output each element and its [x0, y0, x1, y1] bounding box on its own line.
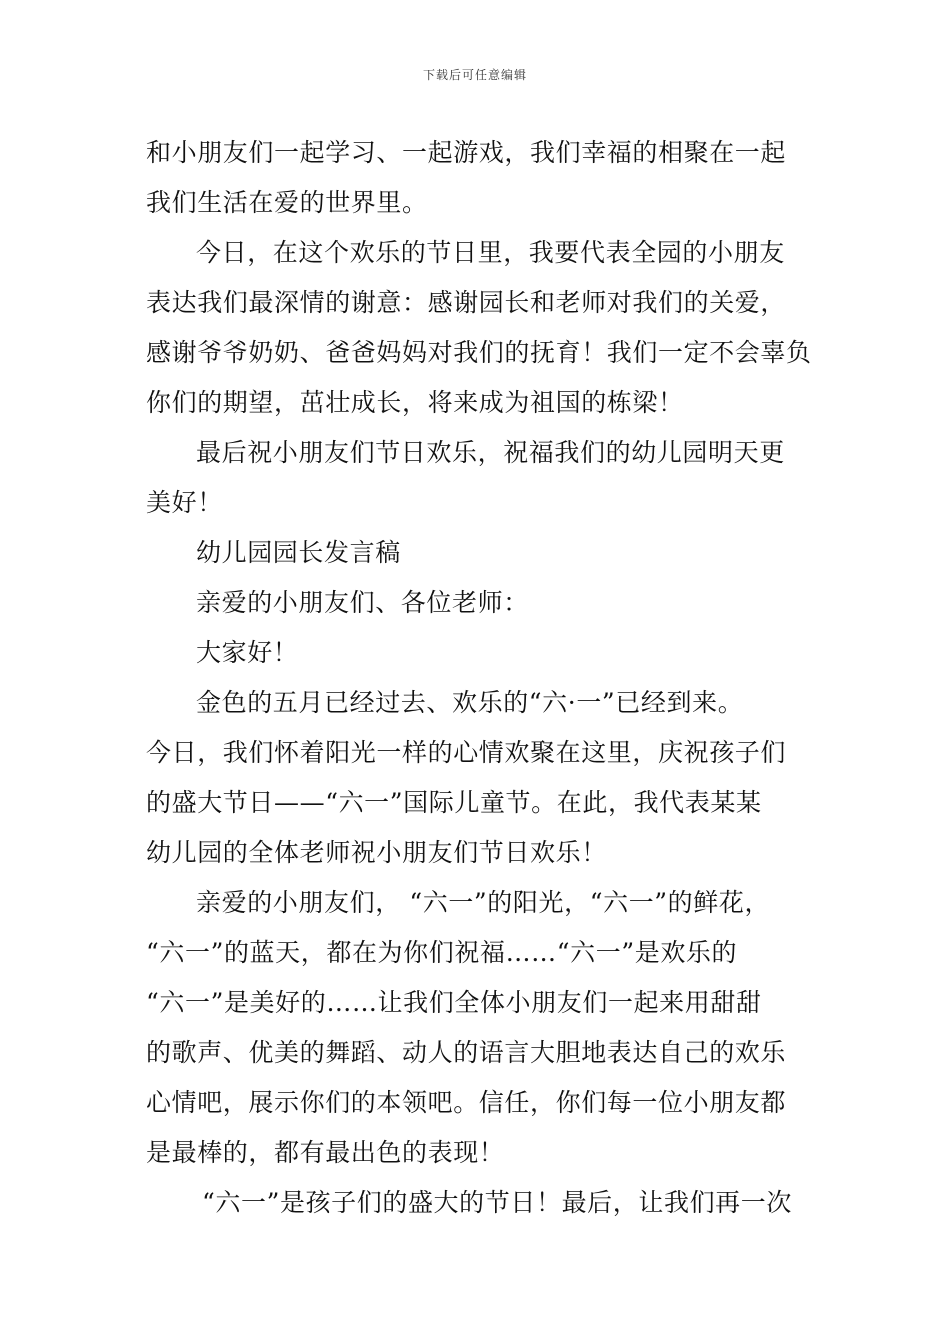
- text-line: 美好！: [146, 488, 223, 517]
- text-line: 亲爱的小朋友们， “六一”的阳光，“六一”的鲜花，: [196, 888, 771, 917]
- text-line: 和小朋友们一起学习、一起游戏，我们幸福的相聚在一起: [146, 138, 787, 167]
- text-line: 感谢爷爷奶奶、爸爸妈妈对我们的抚育！我们一定不会辜负: [146, 338, 812, 367]
- text-line: 心情吧，展示你们的本领吧。信任，你们每一位小朋友都: [146, 1088, 787, 1117]
- document-body: [146, 128, 812, 1228]
- text-line: 的盛大节日——“六一”国际儿童节。在此，我代表某某: [146, 788, 762, 817]
- text-line: 我们生活在爱的世界里。: [146, 188, 428, 217]
- text-line: 表达我们最深情的谢意：感谢园长和老师对我们的关爱，: [146, 288, 787, 317]
- text-line: 你们的期望，茁壮成长，将来成为祖国的栋梁！: [146, 388, 684, 417]
- text-line: 幼儿园的全体老师祝小朋友们节日欢乐！: [146, 838, 607, 867]
- text-line: 是最棒的，都有最出色的表现！: [146, 1138, 505, 1167]
- text-line: 最后祝小朋友们节日欢乐，祝福我们的幼儿园明天更: [196, 438, 785, 467]
- text-line: 金色的五月已经过去、欢乐的“六·一”已经到来。: [196, 688, 744, 717]
- greeting: 大家好！: [196, 638, 299, 667]
- text-line: 今日，在这个欢乐的节日里，我要代表全园的小朋友: [196, 238, 785, 267]
- page-header-note: 下载后可任意编辑: [422, 68, 527, 82]
- section-title: 幼儿园园长发言稿: [196, 538, 401, 567]
- text-line: “六一”的蓝天，都在为你们祝福……“六一”是欢乐的: [146, 938, 738, 967]
- text-line: 的歌声、优美的舞蹈、动人的语言大胆地表达自己的欢乐: [146, 1038, 787, 1067]
- salutation: 亲爱的小朋友们、各位老师：: [196, 588, 529, 617]
- text-line: “六一”是美好的……让我们全体小朋友们一起来用甜甜: [146, 988, 762, 1017]
- text-line: 今日，我们怀着阳光一样的心情欢聚在这里，庆祝孩子们: [146, 738, 787, 767]
- text-line: “六一”是孩子们的盛大的节日！最后，让我们再一次: [202, 1188, 792, 1217]
